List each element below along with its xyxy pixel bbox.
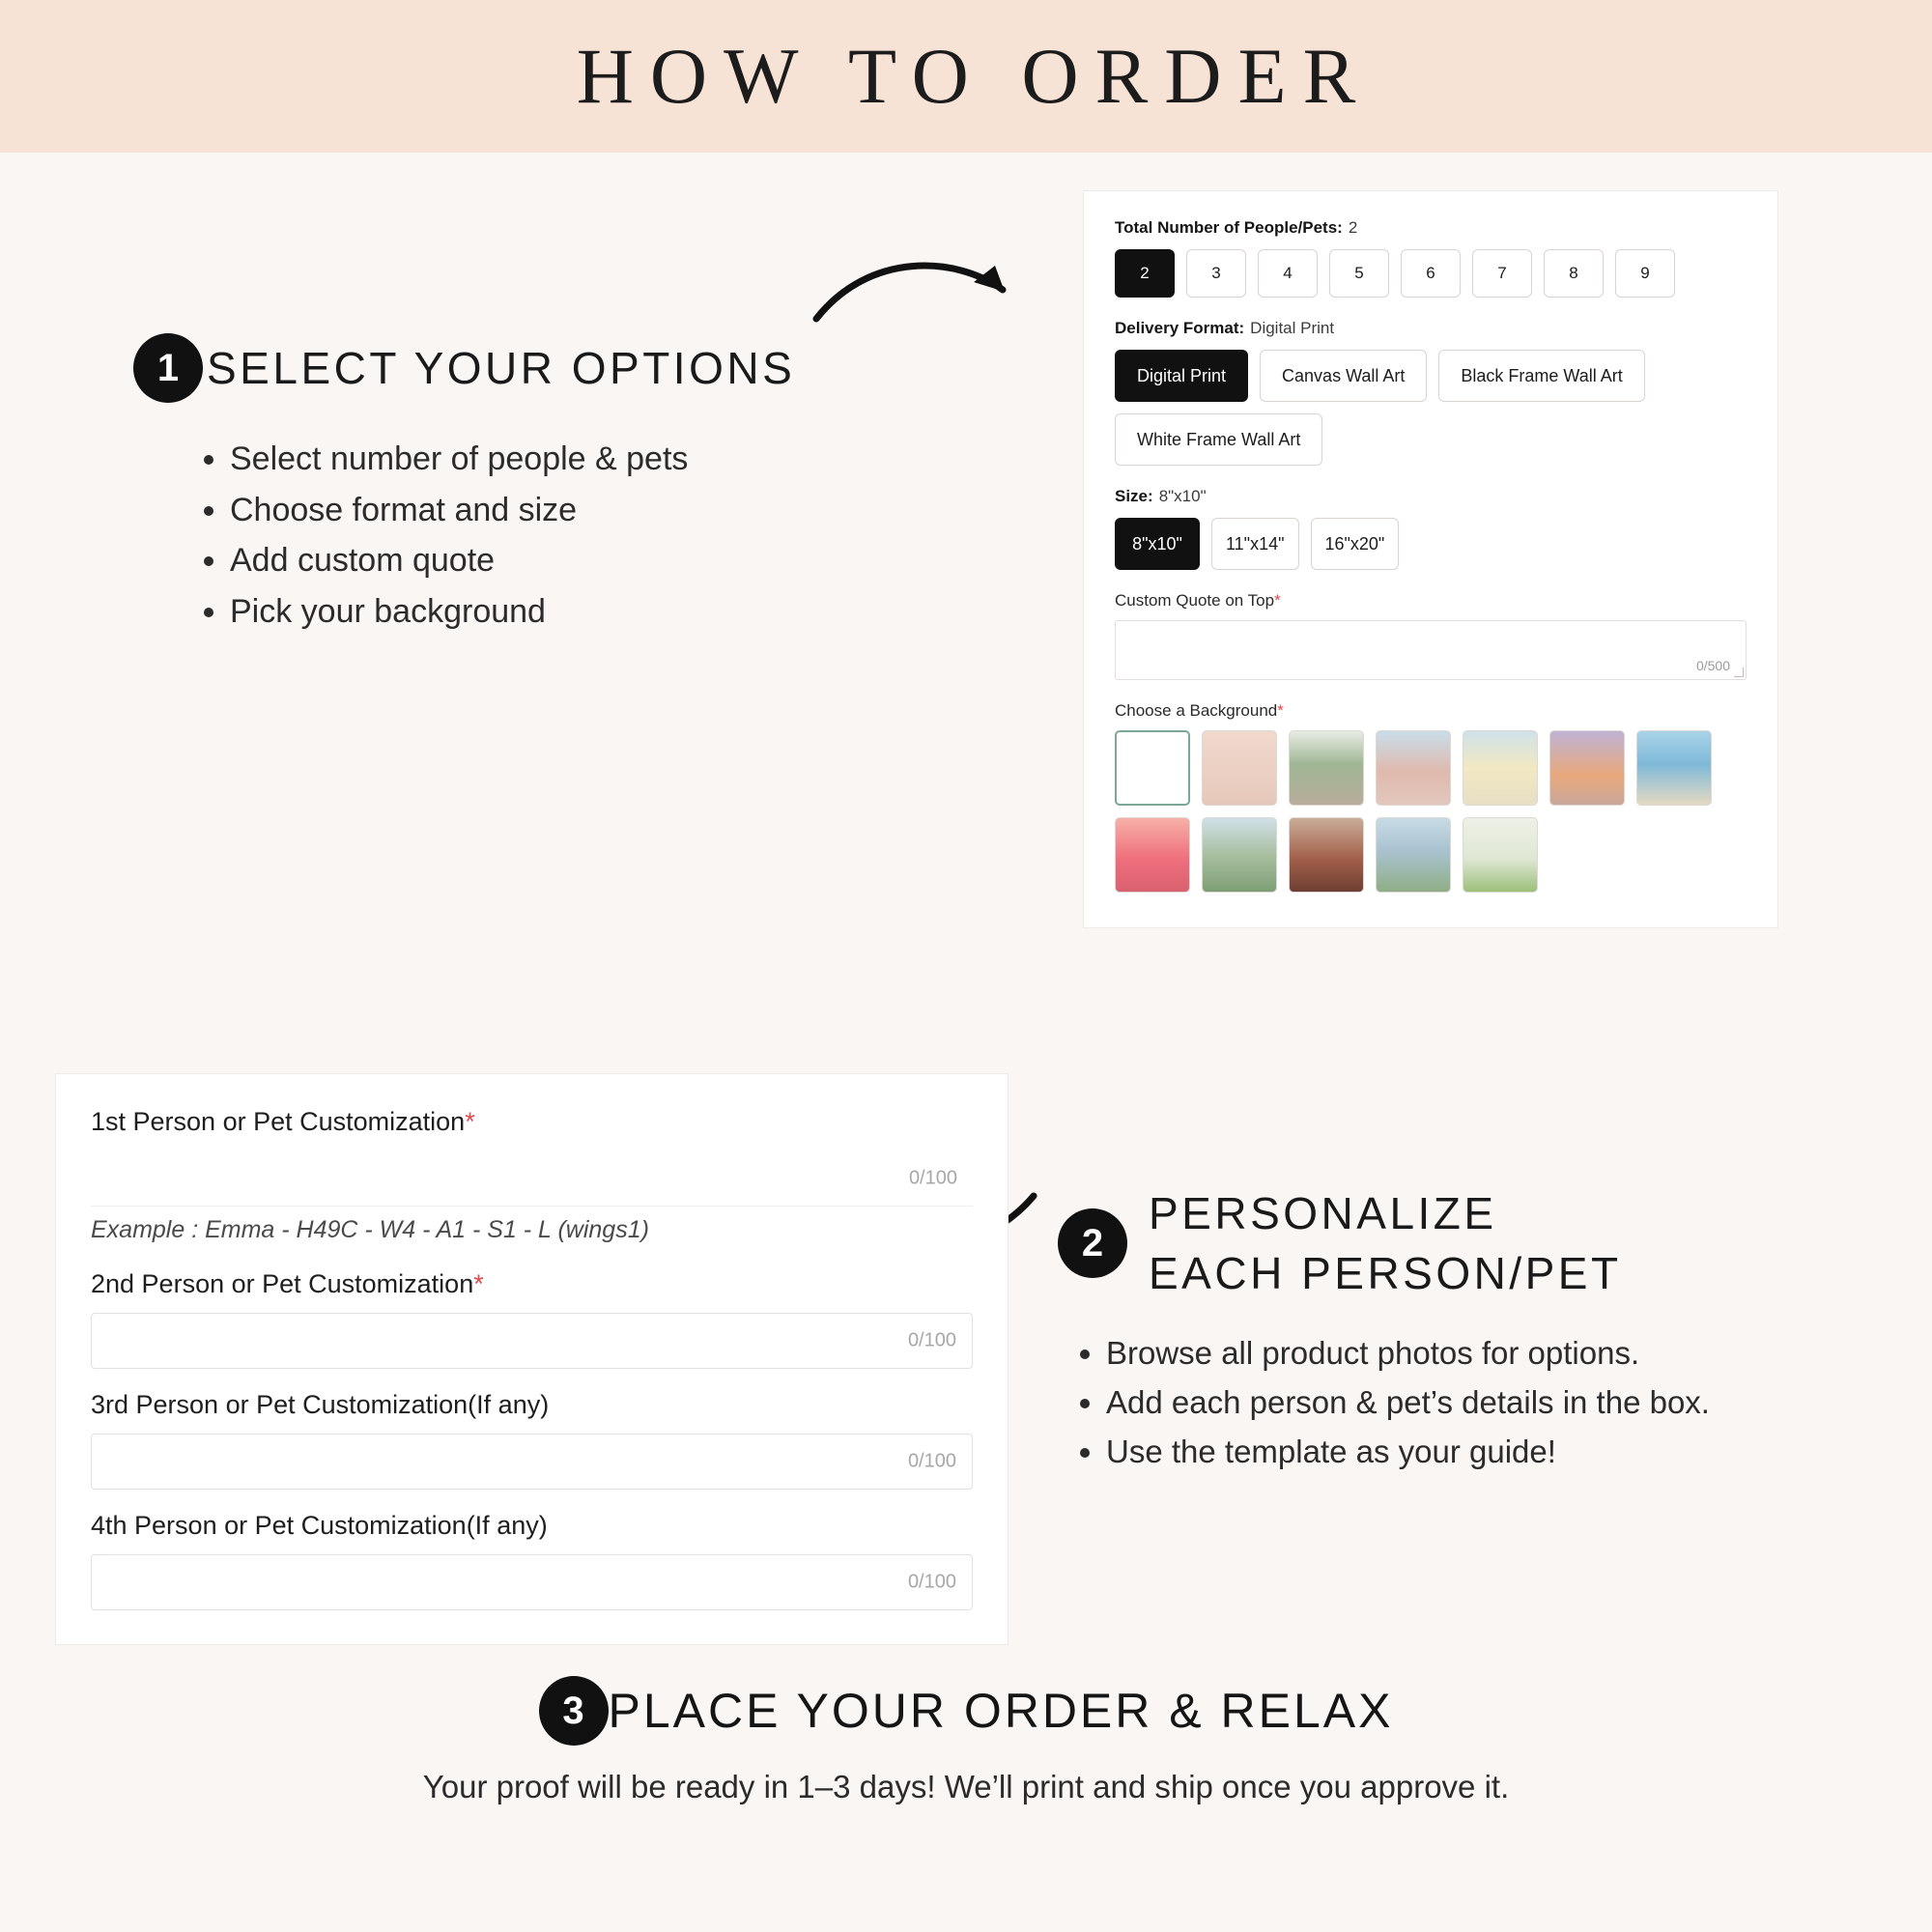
page-header [0,0,1932,153]
delivery-format-chips [1115,350,1747,466]
required-asterisk: * [1274,591,1281,610]
step-2-bullets [1058,1328,1908,1476]
product-options-panel [1084,191,1777,927]
step-1-title: SELECT YOUR OPTIONS [207,343,796,393]
person-3-group [91,1390,973,1490]
format-chip-canvas-wall-art[interactable]: Canvas Wall Art [1260,350,1427,402]
delivery-format-group [1115,319,1747,466]
step-2-title-line1: PERSONALIZE [1149,1188,1497,1238]
step-3-block [0,1676,1932,1805]
size-chip-16x20[interactable]: 16"x20" [1311,518,1400,570]
background-swatch-green-forest[interactable] [1289,730,1364,806]
step-1-bullets [133,434,867,638]
person-1-group [91,1107,973,1244]
person-1-input[interactable] [91,1151,973,1207]
step-2-title [1149,1183,1622,1303]
background-swatch-blue-mountains[interactable] [1376,817,1451,893]
step-1-block [133,333,867,638]
custom-quote-input[interactable] [1115,620,1747,680]
people-chip-8[interactable]: 8 [1544,249,1604,298]
people-count-value: 2 [1348,218,1358,237]
step-3-title: PLACE YOUR ORDER & RELAX [608,1684,1394,1738]
step-1-badge: 1 [133,333,203,403]
step-2-heading [1058,1183,1908,1303]
list-item: • Use the template as your guide! [1106,1427,1908,1476]
list-item: • Browse all product photos for options. [1106,1328,1908,1378]
background-swatch-ocean-beach[interactable] [1636,730,1712,806]
size-group [1115,487,1747,570]
custom-quote-group [1115,591,1747,680]
people-count-chips [1115,249,1747,298]
step-2-block [1058,1183,1908,1477]
person-4-counter: 0/100 [907,1571,956,1593]
people-chip-3[interactable]: 3 [1186,249,1246,298]
background-swatch-mountain-lake[interactable] [1202,817,1277,893]
person-3-label: 3rd Person or Pet Customization(If any) [91,1390,550,1419]
format-chip-white-frame-wall-art[interactable]: White Frame Wall Art [1115,413,1322,466]
person-2-label: 2nd Person or Pet Customization* [91,1269,484,1298]
step-3-heading [0,1676,1932,1746]
size-chip-8x10[interactable]: 8"x10" [1115,518,1200,570]
custom-quote-counter: 0/500 [1695,658,1730,673]
format-chip-digital-print[interactable]: Digital Print [1115,350,1248,402]
required-asterisk: * [1277,701,1284,720]
size-chips [1115,518,1747,570]
required-asterisk: * [473,1269,484,1298]
background-label: Choose a Background* [1115,701,1284,720]
background-swatch-sunset-purple[interactable] [1549,730,1625,806]
personalization-form-card [56,1074,1008,1644]
page-title: HOW TO ORDER [576,32,1373,120]
people-count-group [1115,218,1747,298]
format-chip-black-frame-wall-art[interactable]: Black Frame Wall Art [1438,350,1644,402]
delivery-format-label: Delivery Format: Digital Print [1115,319,1335,337]
person-4-input[interactable] [91,1554,973,1610]
background-swatches [1115,730,1747,893]
size-label: Size: 8"x10" [1115,487,1207,505]
person-4-label: 4th Person or Pet Customization(If any) [91,1511,548,1540]
list-item: • Select number of people & pets [230,434,867,485]
person-2-counter: 0/100 [907,1329,956,1351]
people-count-label: Total Number of People/Pets: 2 [1115,218,1358,237]
background-swatch-plain-white[interactable] [1115,730,1190,806]
person-4-group [91,1511,973,1610]
people-chip-5[interactable]: 5 [1329,249,1389,298]
people-chip-7[interactable]: 7 [1472,249,1532,298]
custom-quote-label: Custom Quote on Top* [1115,591,1281,610]
step-2-title-line2: EACH PERSON/PET [1149,1248,1622,1299]
delivery-format-value: Digital Print [1250,319,1335,337]
person-1-counter: 0/100 [908,1167,957,1188]
size-value: 8"x10" [1158,487,1207,505]
people-chip-9[interactable]: 9 [1615,249,1675,298]
person-1-example-text: Example : Emma - H49C - W4 - A1 - S1 - L (wings1) [91,1216,649,1243]
curved-arrow-icon [811,261,1034,353]
people-chip-2[interactable]: 2 [1115,249,1175,298]
list-item: • Add each person & pet’s details in the box. [1106,1378,1908,1427]
person-2-group [91,1269,973,1369]
person-2-input[interactable] [91,1313,973,1369]
required-asterisk: * [465,1107,475,1136]
background-swatch-yellow-meadow[interactable] [1463,730,1538,806]
people-chip-4[interactable]: 4 [1258,249,1318,298]
person-1-label: 1st Person or Pet Customization* [91,1107,475,1136]
step-2-badge: 2 [1058,1208,1127,1278]
list-item: • Pick your background [230,586,867,638]
list-item: • Add custom quote [230,535,867,586]
size-chip-11x14[interactable]: 11"x14" [1211,518,1299,570]
step-1-heading [133,333,867,403]
background-swatch-pink-desert[interactable] [1376,730,1451,806]
background-swatch-red-canyon[interactable] [1289,817,1364,893]
people-chip-6[interactable]: 6 [1401,249,1461,298]
background-group [1115,701,1747,893]
person-3-counter: 0/100 [907,1450,956,1472]
background-swatch-pink-sunset-sea[interactable] [1115,817,1190,893]
background-swatch-green-hill-tree[interactable] [1463,817,1538,893]
step-3-badge: 3 [539,1676,609,1746]
resize-handle-icon[interactable] [1734,668,1744,677]
list-item: • Choose format and size [230,485,867,536]
person-3-input[interactable] [91,1434,973,1490]
background-swatch-blush-beige[interactable] [1202,730,1277,806]
step-3-subtitle: Your proof will be ready in 1–3 days! We’ll print and ship once you approve it. [422,1769,1510,1804]
